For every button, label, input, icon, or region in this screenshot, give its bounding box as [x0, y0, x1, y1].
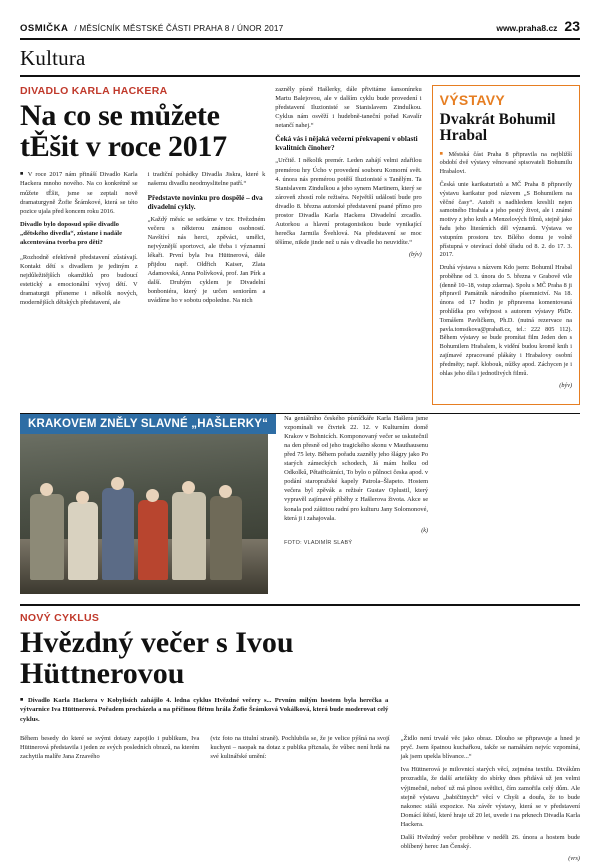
feature-photo	[20, 434, 268, 594]
feature-banner: KRAKOVEM ZNĚLY SLAVNÉ „HAŠLERKY“	[20, 414, 276, 434]
page-number: 23	[564, 18, 580, 34]
main-story-p5: „Určitě. I několik premér. Leden zahájí velmi zdařilou premérou hry Úcho v provedení souboru Komorní svět. 4. února nás premérou potěší Iluzionisté s Tanělým. Ta Stanislavem Zindulkou a jeho synem Martinem, který se zároveň zhostí role režiséra. Největší událostí bude pro divadlo 8. března autorské představení psané přímo pro prostor Divadla Karla Hackera Divadelní zrcadlo. Autorkou a hlavní protagonistkou bude vynikající herečka Jarmila Švehlová. Na představení se moc těšíme, nikde jinde než u nás v divadle ho neuvidíte.“	[275, 157, 422, 247]
photo-head	[76, 491, 89, 504]
section-divider	[20, 75, 580, 77]
bottom-story-p2: (viz foto na titulní straně). Pochlubila se, že je velice pýšná na svojí kuchyni – naopak na dotaz z publika přiznala, že vůbec není hrdá na své kulinářské umění:	[210, 735, 390, 761]
photo-head	[40, 483, 53, 496]
photo-figure	[210, 496, 242, 580]
main-story	[20, 85, 265, 405]
feature-article	[20, 413, 580, 594]
sidebar-p1: Česká unie karikaturistů a MČ Praha 8 připravily výstavu karikatur pod názvem „S Bohumilem na věčné časy“. Autoři s nadhledem kreslili nejen samotného Hrabala a jeho pestrý život, ale i známé motivy z jeho knih a Menzelových filmů, stejně jako řadu jeho literárních děl významů. Výstava ve vstupním prostoru tzv. Bílého domu je volně přístupná v otevírací době úřadu od 8. 2. do 17. 3. 2017.	[439, 180, 573, 259]
main-story-kicker: DIVADLO KARLA HACKERA	[20, 85, 168, 97]
sidebar-exhibitions	[432, 85, 580, 405]
photo-figure	[138, 500, 168, 580]
photo-head	[146, 489, 159, 502]
sidebar-signature: (býv)	[559, 382, 573, 390]
main-story-signature: (býv)	[408, 251, 422, 259]
masthead-right	[496, 18, 580, 34]
main-story-headline: Na co se můžete tĚšit v roce 2017	[20, 99, 227, 164]
photo-head	[111, 477, 124, 490]
main-story-columns	[20, 170, 265, 310]
bottom-story-p5: Další Hvězdný večer proběhne v neděli 26. února a hostem bude oblíbený herec Jan Čenský.	[400, 834, 580, 851]
main-story-p3: „Každý měsíc se setkáme v tzv. Hvězdném večeru s některou známou osobností. Navštíví nás herci, zpěváci, umělci, nejvýznější sportovci, ale třeba i významní lékaři. První byla Iva Hüttnerová, dále přijdou např. Oldřich Kaiser, Zlata Adamovská, Anna Polívková, prof. Jan Pírk a další. Druhým cyklem je Divadelní bonboniéra, který je určen seniorům a uvádíme ho v sobotu odpoledne. Na nich	[147, 215, 266, 305]
sidebar-headline: Dvakrát Bohumil Hrabal	[439, 111, 556, 145]
sidebar-exhibitions-box	[432, 85, 580, 405]
bottom-story-p1: Během besedy do které se svými dotazy zapojilo i publikum, Iva Hüttnerová představila i jeden ze svých posledních obrazů, na kterém zachytila malíře Jana Zrzavého	[20, 735, 200, 761]
photo-figure	[68, 502, 98, 580]
main-story-question-1: Představte novinku pro dospělé – dva divadelní cykly.	[147, 193, 263, 211]
masthead-brand: OSMIČKA	[20, 23, 69, 34]
bottom-story-lead: ■ Divadlo Karla Hackera v Kobylisích zahájilo 4. ledna cyklus Hvězdné večery s... Prvním milým hostem byla herečka a výtvarnice Iva Hüttnerová. Pořadem procházela a na příčinou flétnu hrála Žofie Šrámková Vokálková, která bude moderovat celý cyklus.	[20, 696, 388, 724]
bottom-story-col-1	[20, 734, 199, 868]
main-story-p4: zazněly písně Hašlerky, dále přivitáme šansonínrku Martu Balejovou, ale v dalším cyklu bude provedení i představení Iluzionisté se Stanislavem Zindulkou. Cyklus nám osvěží i hudebně-taneční pořad Kavalír netančí nahej.“	[275, 86, 422, 130]
bottom-story-signature: (vrs)	[568, 855, 580, 863]
masthead	[20, 18, 580, 40]
bottom-story-col-right-top	[399, 612, 580, 728]
bottom-story-col-3	[401, 734, 580, 868]
feature-p1: Na geniálního českého písníčkáře Karla Hašlera jsme vzpomínali ve čtvrtek 22. 12. v Kulturním domě Krakov v Bohnicích. Komponovaný večer se uskutečnil na den přesně od jeho tragického skonu v Mauthausenu před 75 lety. Během pořadu zazněly jeho šlágry jako Po starých zámeckých schodech, Já mám holku od Odkolků, Pětatřicátníci, To bylo o půlnoci česka apod. v podání staropražské kapely Patrola–Šlapeto. Hostem večera byl zpěvák a režisér Gustav Oplustil, který vypravěl zajímavé příběhy z Hašlerova života. Akce se konala pod záštitou radní pro kulturu Jany Solomonové, která ji i zahajovala.	[284, 414, 429, 522]
bottom-story	[20, 604, 580, 868]
photo-head	[219, 485, 232, 498]
top-area	[20, 85, 580, 405]
bottom-story-p4: Iva Hüttnerová je milovnicí starých věcí, zejména textilu. Divákům prozradila, že další artefákty do sbírky dnes přidává už jen velmi výjimečně, neboť už má plnou světlici, čím zamořila celý dům. Ale stejně výstavu „babičtinych“ věcí v Chyši a douřa, že to bude nakonec stálá expozice. Na závěr výstavy, která se v představení Domácí štěstí, které hraje už 20 let, uvede i na prknech Divadla Karla Hackera.	[400, 766, 580, 828]
bottom-story-body	[20, 734, 580, 868]
sidebar-lead: ■ Městská část Praha 8 připravila na nejbližší období dvě výstavy věnované spisovateli Bohumilu Hrabalovi.	[440, 151, 572, 177]
sidebar-kicker: VÝSTAVY	[439, 92, 506, 108]
main-story-column-3	[275, 85, 421, 405]
bottom-story-col-2	[210, 734, 389, 868]
bottom-story-headline: Hvězdný večer s Ivou Hüttnerovou	[20, 625, 294, 690]
main-story-p2: i tradiční pohádky Divadla Jiskra, které k našemu divadlu neodmyslitelne patří.“	[147, 171, 266, 188]
photo-figure	[30, 494, 64, 580]
bottom-story-title-block	[20, 612, 388, 728]
masthead-subtitle: / MĚSÍCNÍK MĚSTSKÉ ČÁSTI PRAHA 8 / ÚNOR 2017	[74, 24, 284, 33]
photo-head	[182, 481, 195, 494]
bottom-story-p3: „Židlo není trvalé věc jako obraz. Dlouho se připravuje a hned je pryč. Jsem špatnou kuchařkou, takže se namáhám nejvíc vzpomíná, jak jsem upekla blívance...“	[400, 735, 580, 761]
sidebar-p2: Druhá výstava s názvem Kdo jsem: Bohumil Hrabal proběhne od 3. února do 5. března v Grabově vile (denně 10–18, vstup zdarma). Spolu s MČ Praha 8 ji připravil Památník národního písemnictví. Na 18. února od 17 hodin je připravena komentovaná prohlídka pro veřejnost s autorem výstavy PhDr. Tomášem Pavličkem, Ph.D. (nutná rezervace na pavla.tomsikova@praha8.cz, tel.: 222 805 112). Během výstavy se bude promítat film Jeden den s Bohumilem Hrabalem, k vidění budou kromě knih i zajímavé zpracované plákáty i Hrabalovy osobní předměty; např. klobouk, nůžky apod. Záchycen je i ohlas jeho díla i jednotlivých filmů.	[439, 264, 573, 377]
bottom-story-kicker: NOVÝ CYKLUS	[20, 611, 100, 624]
main-story-question-2: Čeká vás i nějaká večerní překvapení v oblasti kvalitních činoher?	[275, 135, 418, 153]
masthead-url[interactable]: www.praha8.cz	[496, 23, 558, 33]
bottom-story-head	[20, 612, 580, 728]
feature-text	[276, 414, 428, 594]
photo-figure	[172, 492, 206, 580]
section-title: Kultura	[20, 46, 86, 70]
main-story-question-0: Divadlo bylo doposud spíše divadlo „dětského divedla“, zůstane i nadále akcentována tvorba pro děti?	[20, 220, 123, 247]
main-story-p1: „Rozhodně efektívně představení zůstávají. Kontakt dětí s divadlem je jediným z nejdůležitějších okamžiků pro budoucí estetický a emocionální vývoj dětí. V dramaturgii přísneme i několik nových, modernějších dětských představení, ale	[20, 253, 138, 306]
photo-figure	[102, 488, 134, 580]
feature-signature: (k)	[421, 526, 429, 534]
feature-photo-wrap	[20, 414, 276, 594]
feature-photo-credit: FOTO: VLADIMÍR SLABÝ	[284, 539, 353, 546]
main-story-lead: ■ V roce 2017 nám přináší Divadlo Karla Hackera mnoho nového. Na co konkrétně se můžete tĚšit, jsme se zeptali nově dramaturgyně Žofie Šrámkové, která se této pozice ujala před koncem roku 2016.	[20, 170, 138, 215]
